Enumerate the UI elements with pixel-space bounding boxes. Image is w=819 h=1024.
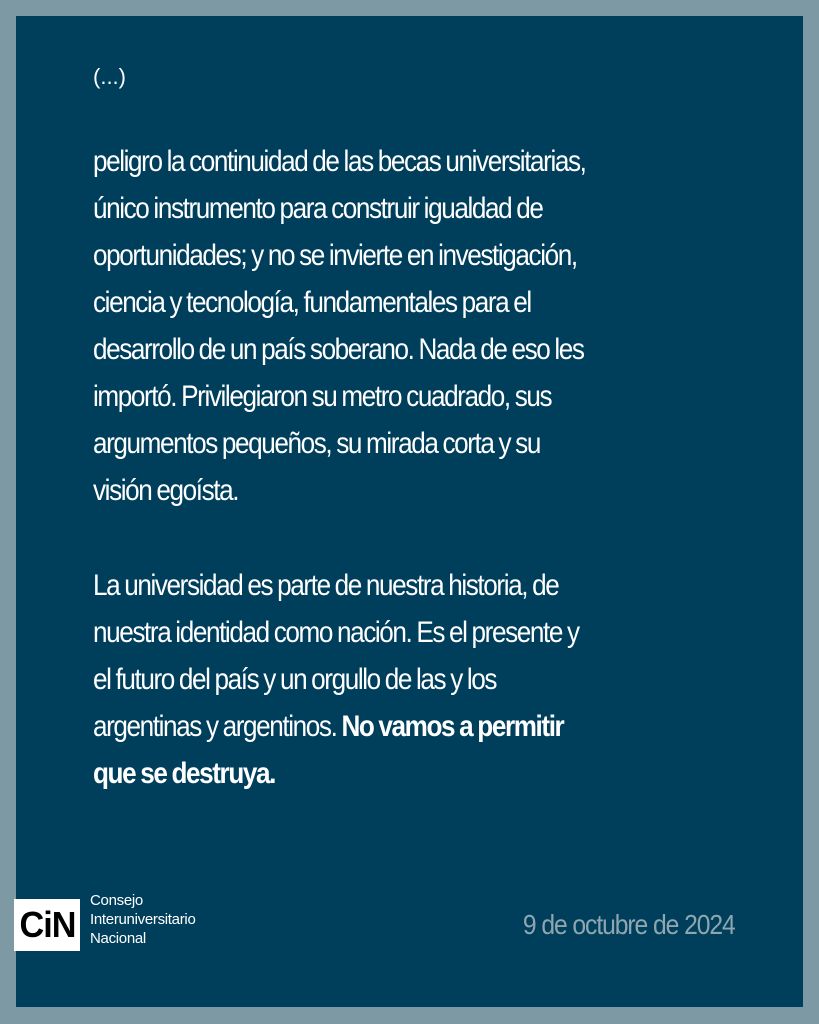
ellipsis-marker: (...) (93, 64, 126, 89)
paragraph-line: nuestra identidad como nación. Es el presente y (93, 616, 579, 649)
emphasis-text: que se destruya. (93, 757, 275, 790)
logo-line: Nacional (90, 930, 146, 947)
cin-logo (0, 891, 220, 971)
regular-text: argentinas y argentinos. (93, 710, 337, 743)
paragraph-line: peligro la continuidad de las becas universitarias, (93, 145, 586, 178)
paragraph-line: oportunidades; y no se invierte en investigación, (93, 239, 577, 272)
logo-wordmark (90, 891, 195, 948)
paragraph-line: el futuro del país y un orgullo de las y los (93, 663, 497, 696)
paragraph-line (93, 703, 685, 750)
logo-mark: CiN (18, 904, 76, 945)
logo-line: Interuniversitario (90, 911, 196, 928)
logo-mark-box (14, 899, 80, 951)
paragraph-line: visión egoísta. (93, 474, 239, 507)
paragraph-line: argumentos pequeños, su mirada corta y su (93, 427, 540, 460)
paragraph-line: desarrollo de un país soberano. Nada de eso les (93, 333, 584, 366)
paragraph-line: importó. Privilegiaron su metro cuadrado, sus (93, 380, 552, 413)
statement-card (16, 16, 803, 1007)
paragraph-line: único instrumento para construir igualdad de (93, 192, 543, 225)
paragraph-2 (93, 562, 685, 797)
logo-line: Consejo (90, 892, 143, 909)
paragraph-1 (93, 138, 685, 514)
emphasis-text: No vamos a permitir (341, 710, 564, 743)
paragraph-line: ciencia y tecnología, fundamentales para el (93, 286, 531, 319)
paragraph-line: La universidad es parte de nuestra historia, de (93, 569, 559, 602)
publication-date: 9 de octubre de 2024 (523, 909, 735, 940)
